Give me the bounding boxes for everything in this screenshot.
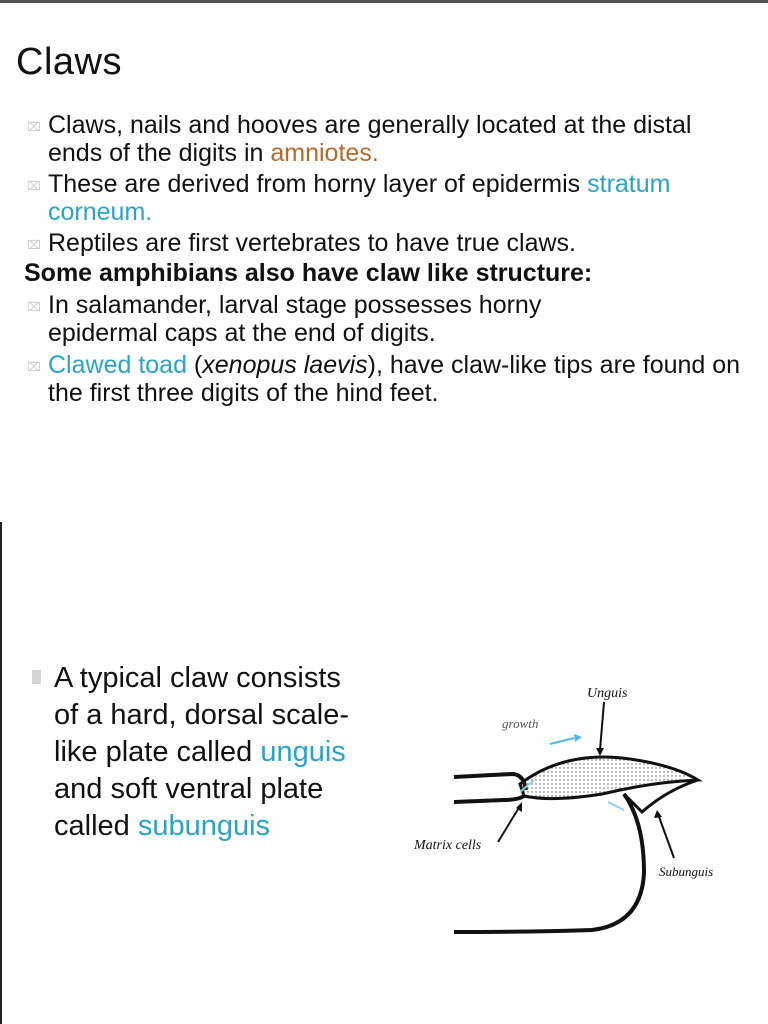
bullet-5-text: ), have claw-like tips are found on the first three digits of the hind feet.	[48, 351, 741, 407]
paren-open: (	[186, 351, 203, 379]
label-subunguis: Subunguis	[659, 864, 714, 879]
term-clawed-toad: Clawed toad	[48, 351, 187, 379]
bullet-text	[48, 111, 748, 167]
term-amniotes: amniotes.	[270, 139, 379, 167]
pointer-arrowhead-icon	[654, 810, 662, 818]
term-stratum-corneum: stratum corneum.	[48, 170, 671, 226]
species-name: xenopus laevis	[202, 351, 368, 379]
label-unguis: Unguis	[587, 686, 628, 701]
slide-claws-intro	[0, 3, 768, 520]
bullet-marker-icon: ⌧	[27, 120, 41, 134]
bullet-marker-icon	[32, 670, 41, 684]
bullet-marker-icon: ⌧	[27, 360, 41, 374]
bullet-1-text: Claws, nails and hooves are generally located at the distal ends of the digits in	[48, 111, 692, 167]
subunguis-pointer	[658, 814, 674, 858]
bullet-2-text: These are derived from horny layer of epidermis	[48, 170, 588, 198]
bullet-text: In salamander, larval stage possesses horny epidermal caps at the end of digits.	[48, 291, 542, 347]
growth-arrow-icon	[550, 738, 574, 744]
unguis-pointer	[600, 702, 604, 750]
claw-diagram	[402, 662, 742, 962]
bullet-text	[48, 351, 768, 407]
bullet-marker-icon: ⌧	[27, 238, 41, 252]
label-growth: growth	[502, 716, 539, 731]
bullet-text: Reptiles are first vertebrates to have true claws.	[48, 229, 577, 257]
claw-text-part: and soft ventral plate called	[54, 773, 324, 842]
matrix-pointer	[498, 806, 520, 842]
label-matrix-cells: Matrix cells	[414, 838, 482, 853]
bullet-text	[48, 170, 688, 226]
growth-arrowhead-icon	[574, 734, 582, 742]
matrix-base-line	[454, 796, 524, 802]
claw-text-part: A typical claw consists of a hard, dorsal scale-like plate called	[54, 662, 349, 768]
dorsal-skin-line	[454, 774, 526, 790]
bullet-marker-icon: ⌧	[27, 300, 41, 314]
bullet-marker-icon: ⌧	[27, 179, 41, 193]
term-subunguis: subunguis	[137, 810, 271, 842]
digit-ventral-line	[454, 794, 644, 932]
slide-claw-structure	[0, 522, 768, 1024]
claw-description	[54, 660, 354, 845]
pointer-arrowhead-icon	[596, 748, 604, 756]
term-unguis: unguis	[260, 736, 346, 768]
slide-title: Claws	[16, 41, 122, 83]
growth-arrow-icon	[608, 802, 624, 810]
subheading: Some amphibians also have claw like structure:	[24, 259, 593, 287]
